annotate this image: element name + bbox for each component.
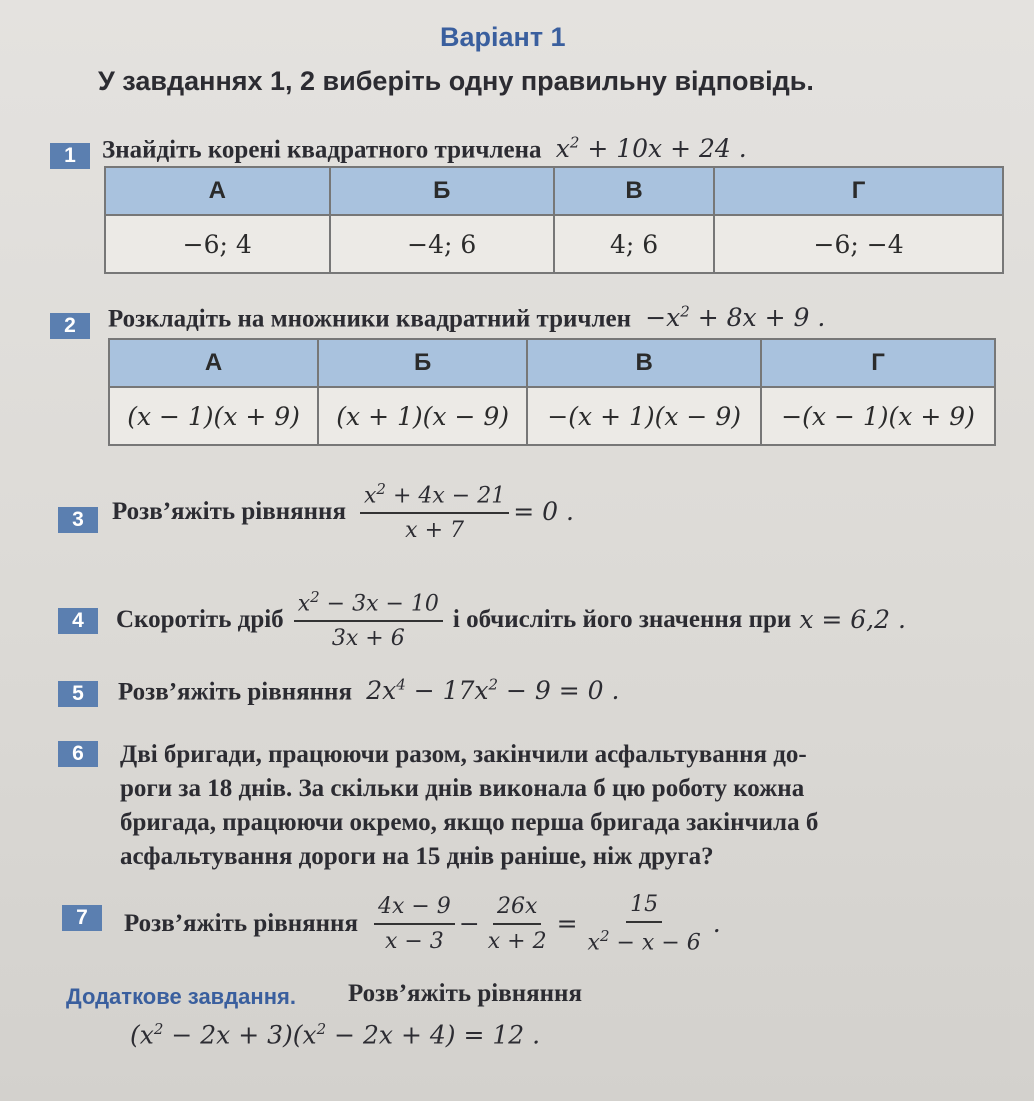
task-2-option-a: (x − 1)(x + 9) bbox=[109, 387, 318, 445]
task-2-answer-table bbox=[108, 338, 996, 446]
task-7-fraction-2: $\frac{26x}{x + 2}$ bbox=[487, 893, 547, 954]
task-4-text: Скоротіть дріб $\frac{x^2 - 3x - 10}{3x + 6}$ і обчисліть його значення при x = 6,2 . bbox=[116, 588, 906, 652]
extra-task-label: Додаткове завдання. bbox=[66, 984, 296, 1009]
task-1-expression: $x^2 + 10x + 24$ . bbox=[555, 134, 747, 164]
task-2-option-v: −(x + 1)(x − 9) bbox=[527, 387, 761, 445]
task-1-header-v: В bbox=[554, 167, 714, 215]
task-1-header-g: Г bbox=[714, 167, 1003, 215]
task-2-option-g: −(x − 1)(x + 9) bbox=[761, 387, 995, 445]
task-7-badge: 7 bbox=[62, 905, 102, 931]
task-2-text: Розкладіть на множники квадратний тричлен $-x^2 + 8x + 9$ . bbox=[108, 303, 826, 333]
extra-task-text: Розв’яжіть рівняння bbox=[348, 980, 582, 1007]
instruction-text: У завданнях 1, 2 виберіть одну правильну відповідь. bbox=[98, 66, 814, 96]
task-1-option-a: −6; 4 bbox=[105, 215, 330, 273]
task-1-answer-table bbox=[104, 166, 1004, 274]
task-1-option-v: 4; 6 bbox=[554, 215, 714, 273]
task-7-fraction-3: $\frac{15}{x^2 - x - 6}$ bbox=[587, 892, 701, 956]
task-2-header-g: Г bbox=[761, 339, 995, 387]
task-1-option-g: −6; −4 bbox=[714, 215, 1003, 273]
task-1-text: Знайдіть корені квадратного тричлена $x^2 + 10x + 24$ . bbox=[102, 134, 747, 164]
task-1-badge: 1 bbox=[50, 143, 90, 169]
task-6-text: Дві бригади, працюючи разом, закінчили асфальтування до- роги за 18 днів. За скільки днів виконала б цю роботу кожна бригада, працюючи окремо, якщо перша бригада закінчила б асфальтування дороги на 15 днів раніше, ніж друга? bbox=[120, 741, 819, 870]
task-7-fraction-1: $\frac{4x - 9}{x - 3}$ bbox=[374, 894, 455, 954]
task-2-expression: $-x^2 + 8x + 9$ . bbox=[645, 303, 826, 333]
task-2-option-b: (x + 1)(x − 9) bbox=[318, 387, 527, 445]
task-5-expression: $2x^4 - 17x^2 - 9 = 0$ . bbox=[366, 676, 620, 706]
task-2-header-b: Б bbox=[318, 339, 527, 387]
task-5-text: Розв’яжіть рівняння $2x^4 - 17x^2 - 9 = 0$ . bbox=[118, 676, 620, 706]
task-4-fraction: $\frac{x^2 - 3x - 10}{3x + 6}$ bbox=[294, 588, 443, 651]
task-6-badge: 6 bbox=[58, 741, 98, 767]
task-4-badge: 4 bbox=[58, 608, 98, 634]
task-1-header-b: Б bbox=[330, 167, 555, 215]
task-3-badge: 3 bbox=[58, 507, 98, 533]
variant-title: Варіант 1 bbox=[440, 22, 566, 52]
task-3-text: Розв’яжіть рівняння $\frac{x^2 + 4x - 21}{x + 7}$ = 0 . bbox=[112, 480, 574, 544]
extra-task-equation: $(x^2 - 2x + 3)(x^2 - 2x + 4) = 12$ . bbox=[130, 1020, 541, 1050]
task-1-header-a: А bbox=[105, 167, 330, 215]
task-2-badge: 2 bbox=[50, 313, 90, 339]
task-2-header-v: В bbox=[527, 339, 761, 387]
task-5-badge: 5 bbox=[58, 681, 98, 707]
task-7-text: Розв’яжіть рівняння $\frac{4x - 9}{x - 3}$ − $\frac{26x}{x + 2}$ = $\frac{15}{x^2 - x - 6}$ . bbox=[124, 892, 721, 956]
task-2-header-a: А bbox=[109, 339, 318, 387]
task-1-option-b: −4; 6 bbox=[330, 215, 555, 273]
task-3-fraction: $\frac{x^2 + 4x - 21}{x + 7}$ bbox=[360, 480, 509, 543]
